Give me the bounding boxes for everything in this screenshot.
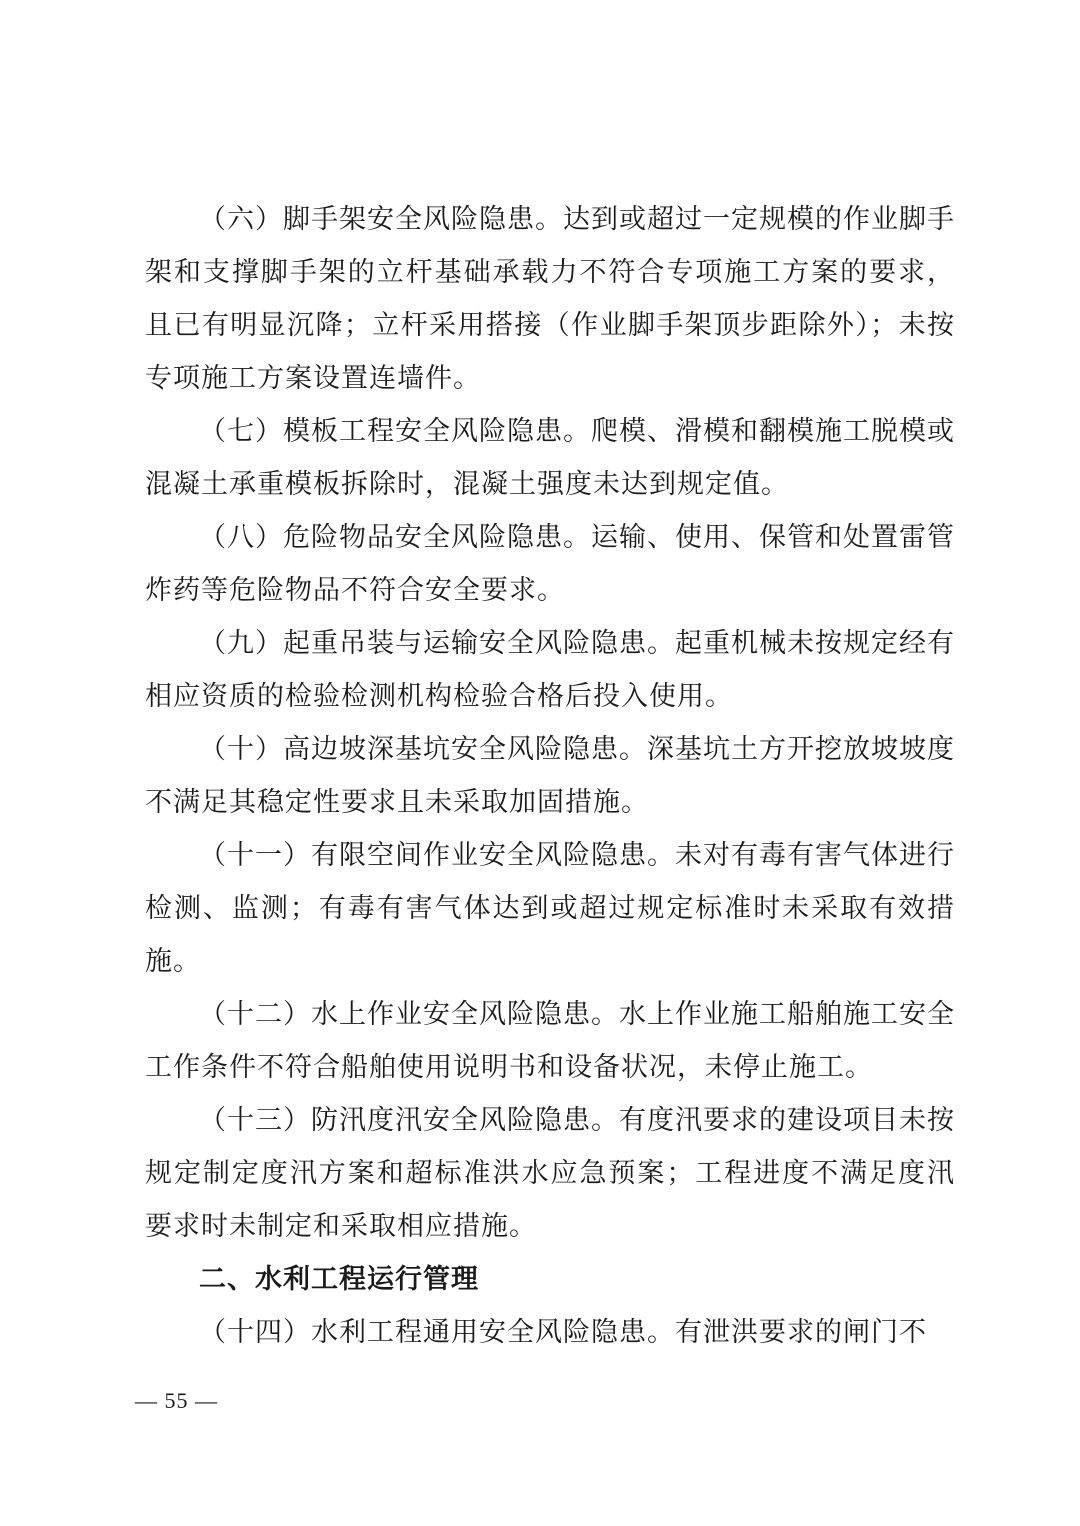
paragraph-lifting-transport-risk: （九）起重吊装与运输安全风险隐患。起重机械未按规定经有相应资质的检验检测机构检验合格后投入使用。 — [145, 628, 955, 712]
paragraph-scaffold-risk: （六）脚手架安全风险隐患。达到或超过一定规模的作业脚手架和支撑脚手架的立杆基础承载力不符合专项施工方案的要求，且已有明显沉降；立杆采用搭接（作业脚手架顶步距除外）；未按专项施工方案设置连墙件。 — [145, 204, 955, 394]
paragraph-water-operation-risk: （十二）水上作业安全风险隐患。水上作业施工船舶施工安全工作条件不符合船舶使用说明书和设备状况，未停止施工。 — [145, 999, 955, 1083]
paragraph-general-water-project-risk: （十四）水利工程通用安全风险隐患。有泄洪要求的闸门不 — [199, 1317, 927, 1348]
section-heading: 二、水利工程运行管理 — [199, 1264, 479, 1295]
page-number: — 55 — — [135, 1388, 218, 1413]
paragraph-confined-space-risk: （十一）有限空间作业安全风险隐患。未对有毒有害气体进行检测、监测；有毒有害气体达到或超过规定标准时未采取有效措施。 — [145, 840, 955, 977]
paragraph-formwork-risk: （七）模板工程安全风险隐患。爬模、滑模和翻模施工脱模或混凝土承重模板拆除时，混凝土强度未达到规定值。 — [145, 416, 955, 500]
document-body — [145, 193, 955, 1359]
paragraph-high-slope-deep-pit-risk: （十）高边坡深基坑安全风险隐患。深基坑土方开挖放坡坡度不满足其稳定性要求且未采取加固措施。 — [145, 734, 955, 818]
paragraph-hazardous-materials-risk: （八）危险物品安全风险隐患。运输、使用、保管和处置雷管炸药等危险物品不符合安全要求。 — [145, 522, 955, 606]
paragraph-flood-control-risk: （十三）防汛度汛安全风险隐患。有度汛要求的建设项目未按规定制定度汛方案和超标准洪水应急预案；工程进度不满足度汛要求时未制定和采取相应措施。 — [145, 1105, 955, 1242]
